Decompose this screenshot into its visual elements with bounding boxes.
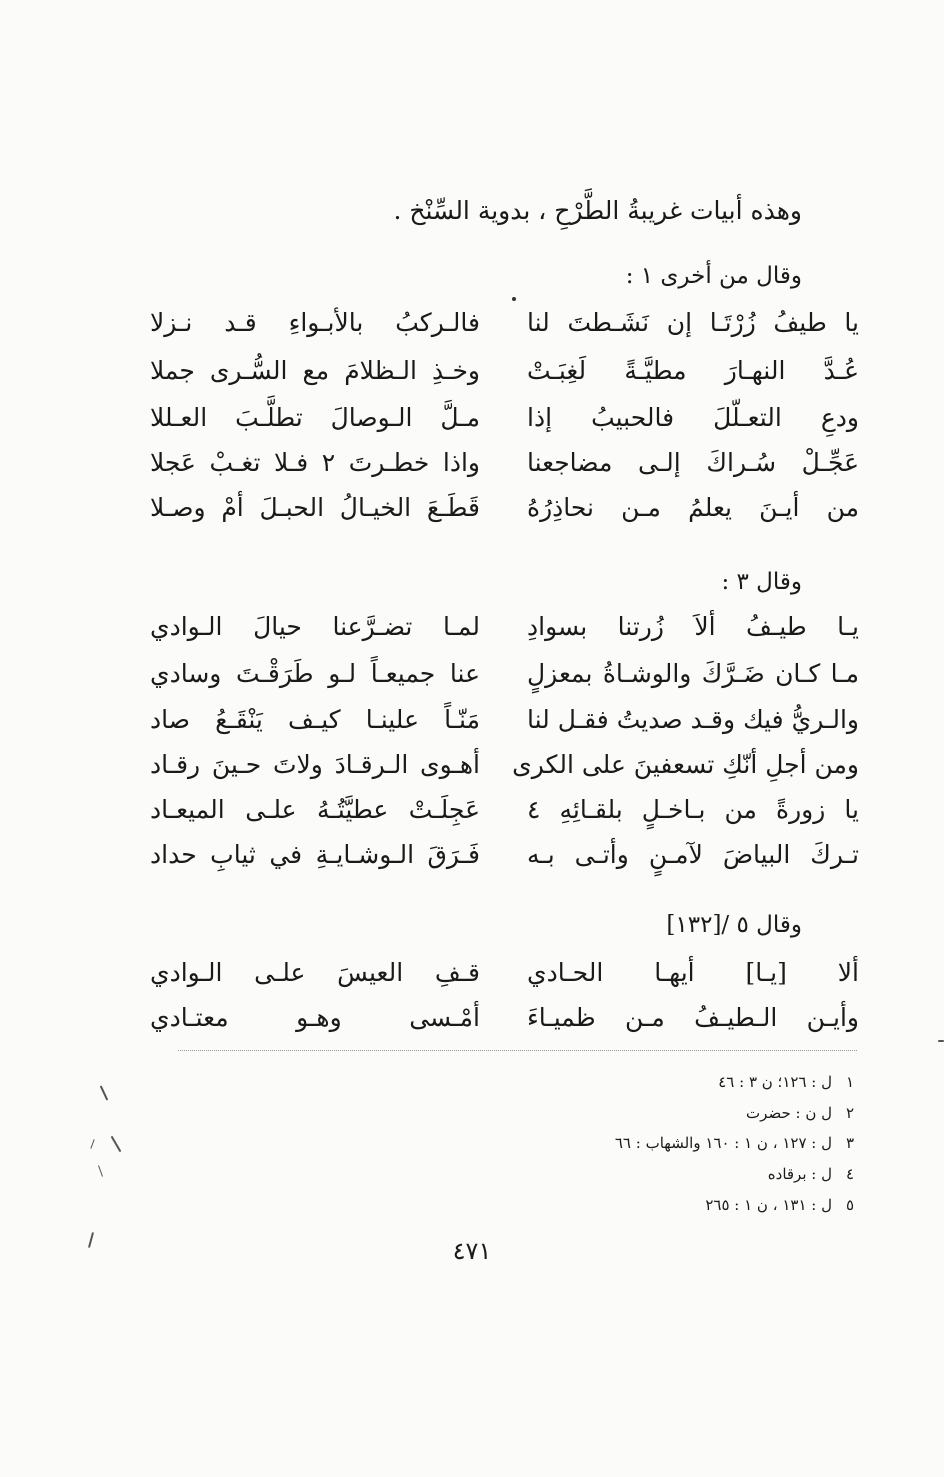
verse-second-hemistich: واذا خطـرتَ ٢ فـلا تغـبْ عَجلا [150, 448, 480, 477]
verse-first-hemistich: يا زورةً من بـاخـلٍ بلقـائِهِ ٤ [527, 795, 859, 824]
footnote [615, 1134, 854, 1152]
verse-first-hemistich: يا طيفُ زُرْتَـا إن نَشَـطتَ لنا [527, 308, 859, 337]
verse-row [150, 659, 859, 703]
scan-mark [938, 1040, 944, 1042]
verse-first-hemistich: والـريُّ فيك وقـد صديتُ فقـل لنا [527, 705, 859, 734]
verse-second-hemistich: قـفِ العيسَ علـى الـوادي [150, 958, 480, 987]
verse-second-hemistich: أمْـسى وهـو معتـادي [150, 1003, 480, 1032]
verse-first-hemistich: تـركَ البياضَ لآمـنٍ وأتـى بـه [527, 840, 859, 869]
footnote-text: ل : برقاده [767, 1165, 832, 1183]
section-heading: وقال ٣ : [721, 569, 802, 595]
page-number: ٤٧١ [452, 1237, 492, 1265]
verse-row [150, 356, 859, 400]
verse-first-hemistich: ألا [يـا] أيهـا الحـادي [527, 958, 859, 987]
verse-row [150, 308, 859, 352]
footnote-number: ٢ [845, 1104, 854, 1122]
verse-first-hemistich: ومن أجلِ أنّكِ تسعفينَ على الكرى [512, 750, 859, 779]
verse-row [150, 705, 859, 749]
verse-second-hemistich: فالـركبُ بالأبـواءِ قـد نـزلا [150, 308, 480, 337]
verse-first-hemistich: عَجِّـلْ سُـراكَ إلـى مضاجعنا [527, 448, 859, 477]
footnote-number: ١ [845, 1073, 854, 1091]
scan-mark [90, 1139, 94, 1149]
footnote-number: ٥ [845, 1196, 854, 1214]
verse-second-hemistich: مـلَّ الـوصالَ تطلَّـبَ العـللا [150, 403, 480, 432]
verse-row [150, 448, 859, 492]
verse-second-hemistich: فَـرَقَ الـوشـايـةِ في ثيابِ حداد [150, 840, 480, 869]
verse-first-hemistich: يـا طيـفُ ألاَ زُرتنا بسوادِ [527, 612, 859, 641]
section-heading: وقال ٥ /[١٣٢] [666, 912, 802, 938]
verse-first-hemistich: عُـدَّ النهـارَ مطيَّـةً لَغِبَـتْ [527, 356, 859, 385]
intro-line: وهذه أبيات غريبةُ الطَّرْحِ ، بدوية السِّنْخ . [393, 196, 802, 225]
footnote-number: ٣ [845, 1134, 854, 1152]
footnote-number: ٤ [845, 1165, 854, 1183]
verse-second-hemistich: أهـوى الـرقـادَ ولاتَ حـينَ رقـاد [150, 750, 480, 779]
section-heading: وقال من أخرى ١ : [625, 263, 802, 289]
footnote [718, 1073, 854, 1091]
verse-second-hemistich: عَجِلَـتْ عطيَّتُـهُ علـى الميعـاد [150, 795, 480, 824]
verse-row [150, 795, 859, 839]
verse-first-hemistich: مـا كـان ضَـرَّكَ والوشـاةُ بمعزلٍ [527, 659, 859, 688]
verse-row [150, 1003, 859, 1047]
verse-row [150, 840, 859, 884]
footnote [746, 1104, 854, 1122]
footnote-text: ل : ١٢٦؛ ن ٣ : ٤٦ [718, 1073, 832, 1091]
verse-second-hemistich: قَطَـعَ الخيـالُ الحبـلَ أمْ وصـلا [150, 493, 480, 522]
scan-mark [111, 1136, 122, 1153]
footnote-text: ل ن : حضرت [746, 1104, 832, 1122]
verse-first-hemistich: من أيـنَ يعلمُ مـن نحاذِرُهُ [527, 493, 859, 522]
footnote-divider [178, 1050, 857, 1051]
verse-row [150, 612, 859, 656]
footnote-text: ل : ١٢٧ ، ن ١ : ١٦٠ والشهاب : ٦٦ [614, 1134, 832, 1152]
scan-mark [98, 1165, 103, 1177]
verse-second-hemistich: عنا جميعـاً لـو طَرَقْـتَ وسادي [150, 659, 480, 688]
footnote-text: ل : ١٣١ ، ن ١ : ٢٦٥ [705, 1196, 832, 1214]
verse-first-hemistich: ودعِ التعـلّلَ فالحبيبُ إذا [527, 403, 859, 432]
scan-speck [512, 297, 516, 301]
scan-mark [100, 1085, 109, 1100]
verse-second-hemistich: لمـا تضـرَّعنا حيالَ الـوادي [150, 612, 480, 641]
verse-first-hemistich: وأيـن الـطيـفُ مـن ظميـاءَ [527, 1003, 859, 1032]
verse-second-hemistich: وخـذِ الـظلامَ مع السُّـرى جملا [150, 356, 480, 385]
verse-row [150, 403, 859, 447]
footnote [705, 1196, 854, 1214]
verse-row [150, 958, 859, 1002]
verse-row [150, 750, 859, 794]
verse-row [150, 493, 859, 537]
verse-second-hemistich: مَنّـاً علينـا كيـف يَنْقَـعُ صاد [150, 705, 480, 734]
footnote [768, 1165, 854, 1183]
